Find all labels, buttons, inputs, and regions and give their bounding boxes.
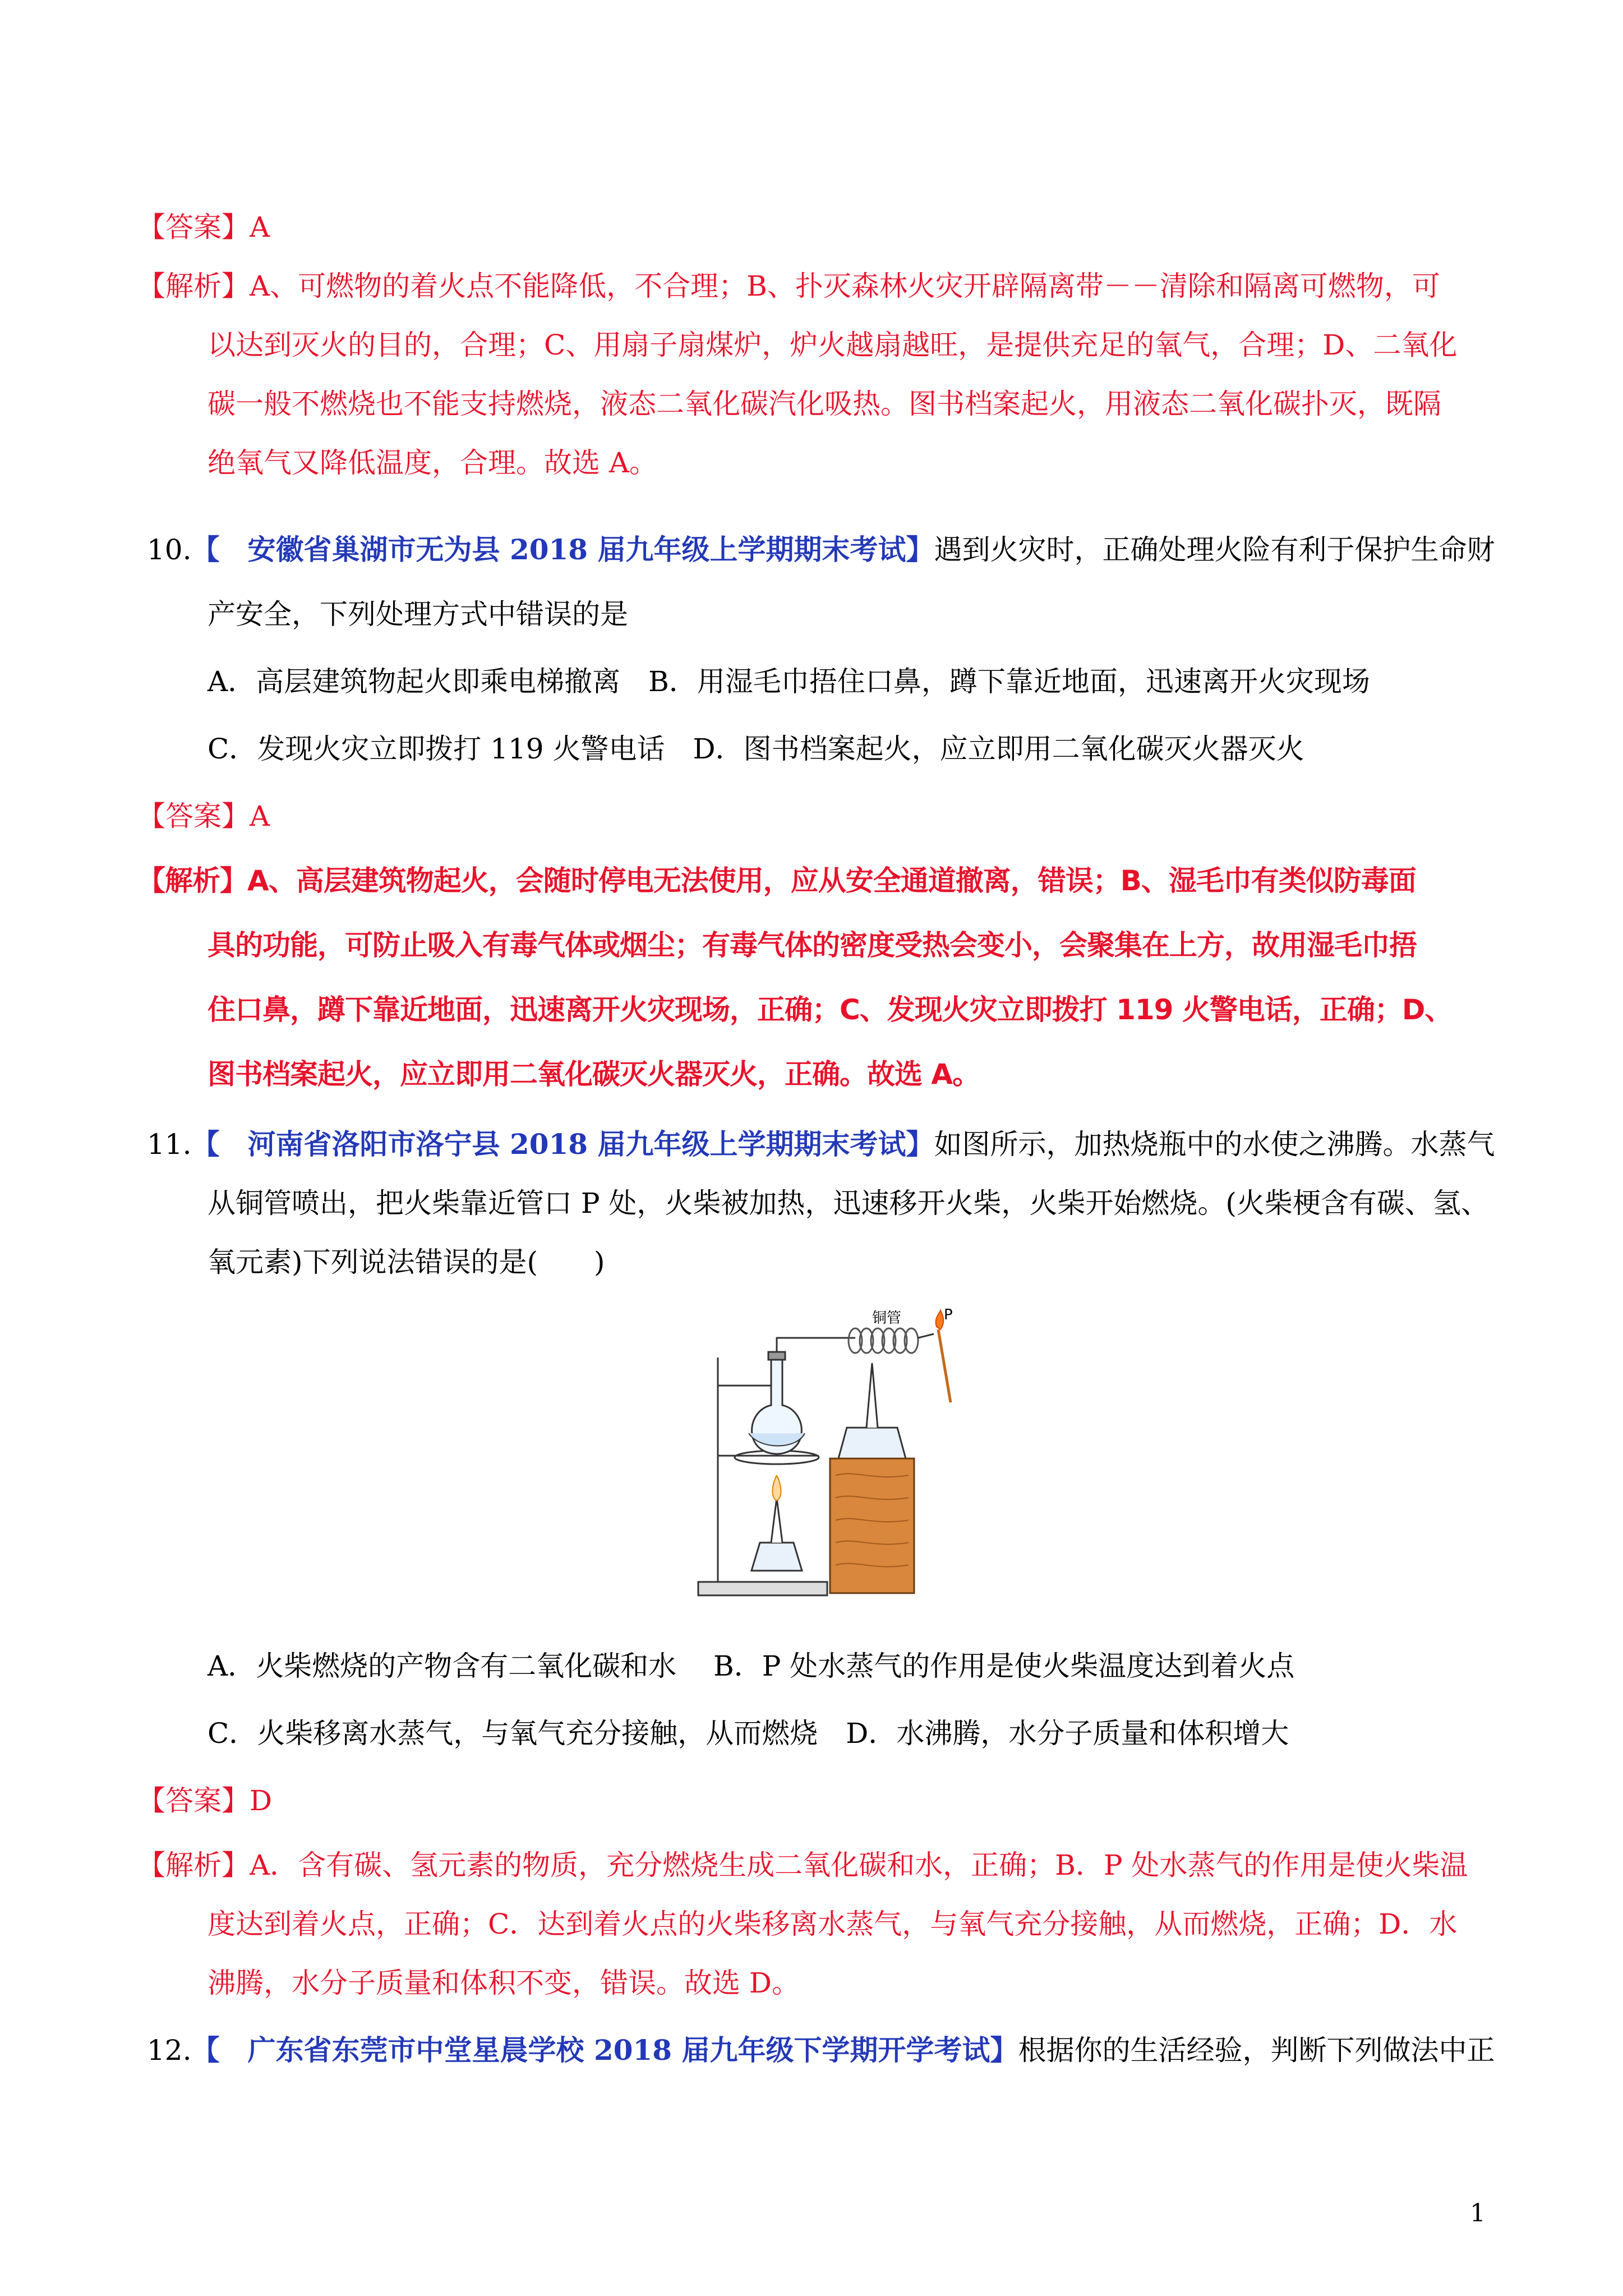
match-flame	[936, 1310, 944, 1329]
answer-label: 【答案】	[137, 1784, 250, 1817]
lamp-flame	[773, 1475, 781, 1501]
q10-stem-line-1	[147, 530, 1495, 569]
q11-analysis-line-1	[137, 1846, 1468, 1885]
q9-answer	[137, 208, 270, 247]
analysis-text: A．含有碳、氢元素的物质，充分燃烧生成二氧化碳和水，正确；B．P 处水蒸气的作用是使火柴温	[250, 1849, 1468, 1881]
q10-answer	[137, 797, 270, 836]
question-stem: 遇到火灾时，正确处理火险有利于保护生命财	[934, 533, 1495, 566]
q11-options-line-1: A．火柴燃烧的产物含有二氧化碳和水 B．P 处水蒸气的作用是使火柴温度达到着火点	[208, 1650, 1295, 1682]
q9-analysis-line-1	[137, 266, 1440, 306]
q11-stem-line-1	[147, 1125, 1495, 1164]
q9-analysis-line-3: 碳一般不燃烧也不能支持燃烧，液态二氧化碳汽化吸热。图书档案起火，用液态二氧化碳扑灭，既隔	[208, 388, 1441, 420]
question-stem: 根据你的生活经验，判断下列做法中正	[1018, 2034, 1495, 2067]
question-stem: 如图所示，加热烧瓶中的水使之沸腾。水蒸气	[934, 1128, 1495, 1161]
delivery-tube	[777, 1338, 855, 1352]
question-source: 【 安徽省巢湖市无为县 2018 届九年级上学期期末考试】	[191, 533, 934, 566]
q10-options-line-2: C．发现火灾立即拨打 119 火警电话 D．图书档案起火，应立即用二氧化碳灭火器灭火	[208, 733, 1304, 765]
point-label: P	[944, 1307, 953, 1323]
analysis-label: 【解析】	[137, 270, 250, 302]
page-number: 1	[1470, 2199, 1486, 2228]
q11-answer	[137, 1781, 272, 1820]
left-alcohol-lamp	[751, 1543, 802, 1571]
question-number: 11.	[147, 1128, 192, 1161]
q10-analysis-line-2: 具的功能，可防止吸入有毒气体或烟尘；有毒气体的密度受热会变小，会聚集在上方，故用湿毛巾捂	[208, 929, 1417, 961]
q11-analysis-line-3: 沸腾，水分子质量和体积不变，错误。故选 D。	[208, 1967, 800, 1999]
q10-analysis-line-1	[137, 861, 1416, 900]
distillation-apparatus-figure	[687, 1307, 967, 1604]
right-alcohol-lamp	[838, 1428, 906, 1458]
q10-analysis-line-4: 图书档案起火，应立即用二氧化碳灭火器灭火，正确。故选 A。	[208, 1058, 980, 1091]
q10-stem-line-2: 产安全，下列处理方式中错误的是	[208, 598, 628, 631]
answer-value: D	[250, 1784, 273, 1817]
q10-analysis-line-3: 住口鼻，蹲下靠近地面，迅速离开火灾现场，正确；C、发现火灾立即拨打 119 火警电话，正确；D、	[208, 993, 1453, 1026]
tube-outlet	[918, 1334, 934, 1338]
question-number: 12.	[147, 2034, 192, 2067]
q11-stem-line-3: 氧元素)下列说法错误的是( )	[208, 1246, 605, 1278]
tube-label: 铜管	[872, 1310, 902, 1327]
wooden-block	[830, 1458, 914, 1593]
q9-analysis-line-4: 绝氧气又降低温度，合理。故选 A。	[208, 447, 658, 479]
question-number: 10.	[147, 533, 192, 566]
q12-stem-line-1	[147, 2031, 1495, 2070]
answer-value: A	[250, 800, 270, 832]
answer-label: 【答案】	[137, 800, 250, 832]
stand-base	[698, 1582, 827, 1595]
question-source: 【 河南省洛阳市洛宁县 2018 届九年级上学期期末考试】	[191, 1128, 934, 1161]
q9-analysis-line-2: 以达到灭火的目的，合理；C、用扇子扇煤炉，炉火越扇越旺，是提供充足的氧气，合理；D、二氧化	[208, 329, 1458, 361]
question-source: 【 广东省东莞市中堂星晨学校 2018 届九年级下学期开学考试】	[191, 2033, 1018, 2067]
analysis-label: 【解析】	[137, 1849, 250, 1881]
q11-options-line-2: C．火柴移离水蒸气，与氧气充分接触，从而燃烧 D．水沸腾，水分子质量和体积增大	[208, 1717, 1289, 1750]
q11-analysis-line-2: 度达到着火点，正确；C．达到着火点的火柴移离水蒸气，与氧气充分接触，从而燃烧，正确；D．水	[208, 1908, 1458, 1940]
analysis-text: A、高层建筑物起火，会随时停电无法使用，应从安全通道撤离，错误；B、湿毛巾有类似防毒面	[247, 864, 1416, 897]
q11-stem-line-2: 从铜管喷出，把火柴靠近管口 P 处，火柴被加热，迅速移开火柴，火柴开始燃烧。(火柴梗含有碳、氢、	[208, 1187, 1489, 1220]
answer-value: A	[250, 211, 270, 243]
match-stick	[938, 1329, 951, 1402]
analysis-text: A、可燃物的着火点不能降低，不合理；B、扑灭森林火灾开辟隔离带－－清除和隔离可燃物，可	[250, 270, 1440, 302]
answer-label: 【答案】	[137, 211, 250, 243]
flask-stopper	[768, 1352, 785, 1360]
q10-options-line-1: A．高层建筑物起火即乘电梯撤离 B．用湿毛巾捂住口鼻，蹲下靠近地面，迅速离开火灾现场	[208, 665, 1370, 698]
analysis-label: 【解析】	[137, 864, 247, 897]
